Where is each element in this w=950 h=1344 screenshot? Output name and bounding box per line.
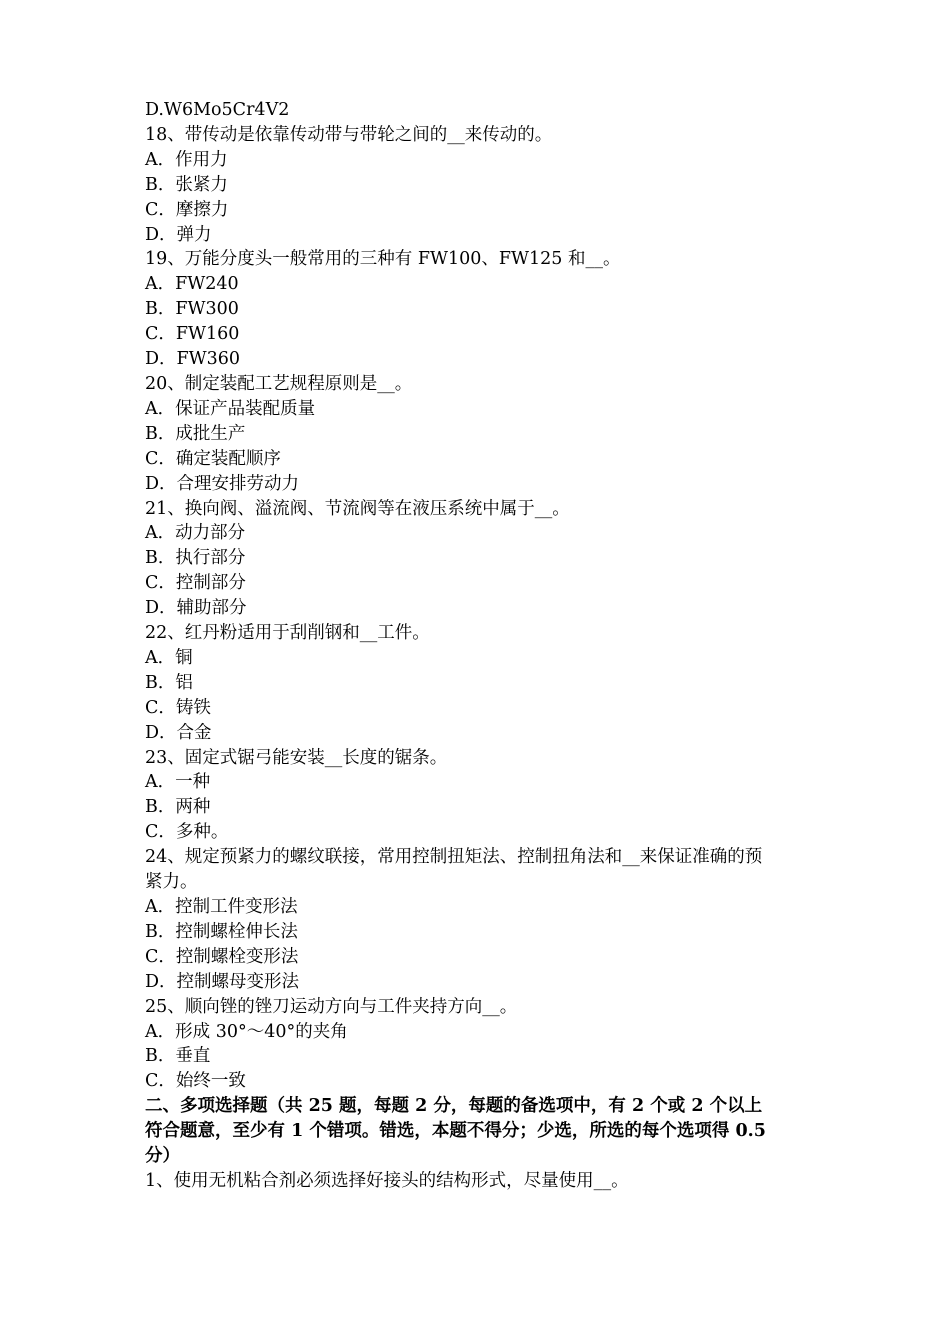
option-line: A．动力部分 xyxy=(145,523,246,544)
question-24: 24、规定预紧力的螺纹联接，常用控制扭矩法、控制扭角法和__来保证准确的预 xyxy=(145,847,763,868)
question-23: 23、固定式锯弓能安装__长度的锯条。 xyxy=(145,747,448,768)
option-line: B．控制螺栓伸长法 xyxy=(145,921,298,942)
option-line: A．一种 xyxy=(145,772,211,793)
option-line: D．控制螺母变形法 xyxy=(145,971,300,992)
option-line: A．铜 xyxy=(145,647,193,668)
question-18: 18、带传动是依靠传动带与带轮之间的__来传动的。 xyxy=(145,124,553,145)
question-25: 25、顺向锉的锉刀运动方向与工件夹持方向__。 xyxy=(145,996,518,1017)
multi-question-1: 1、使用无机粘合剂必须选择好接头的结构形式，尽量使用__。 xyxy=(145,1170,629,1191)
option-line: C．确定装配顺序 xyxy=(145,448,281,469)
option-line: C．控制部分 xyxy=(145,573,246,594)
question-19: 19、万能分度头一般常用的三种有 FW100、FW125 和__。 xyxy=(145,249,621,270)
option-line: A．保证产品装配质量 xyxy=(145,398,316,419)
option-line: B．张紧力 xyxy=(145,174,228,195)
question-21: 21、换向阀、溢流阀、节流阀等在液压系统中属于__。 xyxy=(145,498,570,519)
section-heading-end: 分） xyxy=(145,1146,180,1167)
option-line: B．铝 xyxy=(145,672,193,693)
option-line: C．FW160 xyxy=(145,324,240,345)
option-line: D.W6Mo5Cr4V2 xyxy=(145,100,290,120)
option-line: B．垂直 xyxy=(145,1046,211,1067)
option-line: D．合理安排劳动力 xyxy=(145,473,300,494)
question-22: 22、红丹粉适用于刮削钢和__工件。 xyxy=(145,623,430,644)
document-body xyxy=(145,98,815,1194)
option-line: B．两种 xyxy=(145,797,211,818)
option-line: A．形成 30°～40°的夹角 xyxy=(145,1021,348,1042)
option-line: D．辅助部分 xyxy=(145,598,247,619)
question-24-continued: 紧力。 xyxy=(145,872,198,893)
option-line: C．摩擦力 xyxy=(145,199,229,220)
option-line: D．弹力 xyxy=(145,224,212,245)
option-line: A．控制工件变形法 xyxy=(145,897,298,917)
option-line: C．始终一致 xyxy=(145,1071,246,1092)
option-line: C．铸铁 xyxy=(145,697,211,718)
option-line: B．执行部分 xyxy=(145,548,246,569)
option-line: A．FW240 xyxy=(145,274,239,295)
question-20: 20、制定装配工艺规程原则是__。 xyxy=(145,373,413,394)
option-line: D．FW360 xyxy=(145,349,241,370)
option-line: A．作用力 xyxy=(145,149,228,170)
option-line: C．多种。 xyxy=(145,822,229,843)
section-heading-continued: 符合题意，至少有 1 个错项。错选，本题不得分；少选，所选的每个选项得 0.5 xyxy=(145,1121,766,1142)
option-line: C．控制螺栓变形法 xyxy=(145,946,299,967)
section-heading: 二、多项选择题（共 25 题，每题 2 分，每题的备选项中，有 2 个或 2 个以上 xyxy=(145,1096,763,1117)
option-line: D．合金 xyxy=(145,722,212,743)
option-line: B．FW300 xyxy=(145,299,239,320)
option-line: B．成批生产 xyxy=(145,423,246,444)
